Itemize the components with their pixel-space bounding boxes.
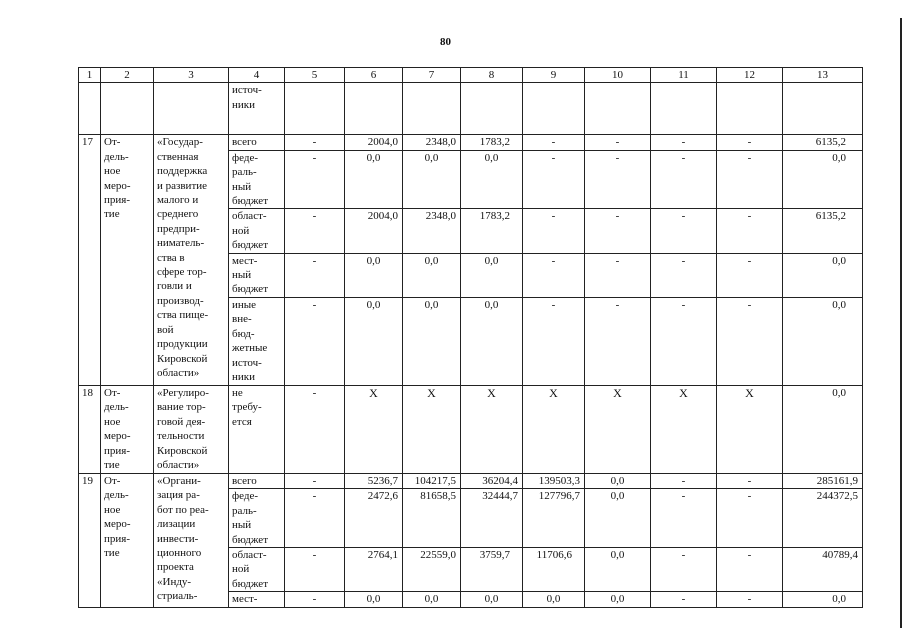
value-cell: 139503,3 <box>523 473 585 488</box>
value-cell: - <box>285 547 345 591</box>
scan-edge-line <box>900 18 902 628</box>
value-cell: - <box>651 547 717 591</box>
table-row <box>79 135 863 150</box>
measure-name: «Регулиро- вание тор- говой дея- тельности Кировской области» <box>154 385 229 473</box>
col-header: 13 <box>783 68 863 83</box>
value-cell: Х <box>585 385 651 473</box>
value-cell: 0,0 <box>783 150 863 209</box>
value-cell: 1783,2 <box>461 135 523 150</box>
value-cell: 0,0 <box>345 253 403 297</box>
table-cell <box>461 83 523 135</box>
value-cell: - <box>285 150 345 209</box>
table-cell <box>79 83 101 135</box>
table-cell <box>154 83 229 135</box>
col-header: 8 <box>461 68 523 83</box>
value-cell: - <box>285 385 345 473</box>
value-cell: - <box>717 253 783 297</box>
value-cell: 2764,1 <box>345 547 403 591</box>
value-cell: 81658,5 <box>403 489 461 548</box>
source-cell: мест- <box>229 592 285 607</box>
value-cell: 3759,7 <box>461 547 523 591</box>
value-cell: - <box>523 135 585 150</box>
value-cell: - <box>285 297 345 385</box>
value-cell: 0,0 <box>783 297 863 385</box>
value-cell: - <box>523 209 585 253</box>
measure-type: От- дель- ное меро- прия- тие <box>101 385 154 473</box>
table-cell <box>783 83 863 135</box>
table-cell <box>651 83 717 135</box>
value-cell: - <box>585 209 651 253</box>
value-cell: - <box>651 150 717 209</box>
measure-type: От- дель- ное меро- прия- тие <box>101 473 154 607</box>
value-cell: 0,0 <box>523 592 585 607</box>
value-cell: 2472,6 <box>345 489 403 548</box>
value-cell: 0,0 <box>585 489 651 548</box>
value-cell: 1783,2 <box>461 209 523 253</box>
value-cell: - <box>717 473 783 488</box>
col-header: 10 <box>585 68 651 83</box>
source-cell: феде- раль- ный бюджет <box>229 150 285 209</box>
value-cell: - <box>717 489 783 548</box>
value-cell: 0,0 <box>403 150 461 209</box>
col-header: 5 <box>285 68 345 83</box>
table-cell <box>345 83 403 135</box>
source-cell: всего <box>229 135 285 150</box>
value-cell: - <box>285 135 345 150</box>
table-row <box>79 473 863 488</box>
value-cell: - <box>717 135 783 150</box>
value-cell: - <box>523 297 585 385</box>
value-cell: - <box>585 135 651 150</box>
table-cell <box>285 83 345 135</box>
value-cell: 22559,0 <box>403 547 461 591</box>
source-cell: источ- ники <box>229 83 285 135</box>
value-cell: 32444,7 <box>461 489 523 548</box>
value-cell: - <box>523 150 585 209</box>
value-cell: Х <box>461 385 523 473</box>
value-cell: 36204,4 <box>461 473 523 488</box>
value-cell: 0,0 <box>585 473 651 488</box>
value-cell: - <box>285 253 345 297</box>
value-cell: 0,0 <box>783 385 863 473</box>
value-cell: - <box>651 592 717 607</box>
source-cell: област- ной бюджет <box>229 547 285 591</box>
value-cell: 0,0 <box>461 150 523 209</box>
col-header: 9 <box>523 68 585 83</box>
col-header: 4 <box>229 68 285 83</box>
col-header: 3 <box>154 68 229 83</box>
source-cell: мест- ный бюджет <box>229 253 285 297</box>
value-cell: 244372,5 <box>783 489 863 548</box>
value-cell: - <box>285 489 345 548</box>
value-cell: - <box>717 150 783 209</box>
value-cell: 0,0 <box>783 592 863 607</box>
row-number: 17 <box>79 135 101 385</box>
value-cell: 6135,2 <box>783 209 863 253</box>
value-cell: - <box>651 209 717 253</box>
col-header: 11 <box>651 68 717 83</box>
table-cell <box>523 83 585 135</box>
value-cell: 0,0 <box>783 253 863 297</box>
value-cell: - <box>651 473 717 488</box>
value-cell: Х <box>403 385 461 473</box>
value-cell: 2348,0 <box>403 209 461 253</box>
value-cell: 11706,6 <box>523 547 585 591</box>
value-cell: 0,0 <box>461 253 523 297</box>
value-cell: - <box>523 253 585 297</box>
measure-name: «Государ- ственная поддержка и развитие малого и среднего предпри- ниматель- ства в сфере тор- говли и производ- ства пище- вой продукции Кировской области» <box>154 135 229 385</box>
row-number: 19 <box>79 473 101 607</box>
column-number-row <box>79 68 863 83</box>
value-cell: 2348,0 <box>403 135 461 150</box>
value-cell: 0,0 <box>585 547 651 591</box>
value-cell: - <box>651 489 717 548</box>
value-cell: 0,0 <box>345 592 403 607</box>
table-cell <box>403 83 461 135</box>
measure-type: От- дель- ное меро- прия- тие <box>101 135 154 385</box>
value-cell: 127796,7 <box>523 489 585 548</box>
page-number: 80 <box>440 36 451 48</box>
value-cell: - <box>585 297 651 385</box>
value-cell: - <box>285 209 345 253</box>
value-cell: - <box>717 297 783 385</box>
value-cell: 0,0 <box>403 592 461 607</box>
value-cell: - <box>717 547 783 591</box>
value-cell: 104217,5 <box>403 473 461 488</box>
col-header: 2 <box>101 68 154 83</box>
value-cell: Х <box>523 385 585 473</box>
value-cell: - <box>651 253 717 297</box>
funding-table <box>78 67 863 608</box>
value-cell: 2004,0 <box>345 135 403 150</box>
value-cell: 2004,0 <box>345 209 403 253</box>
value-cell: 285161,9 <box>783 473 863 488</box>
value-cell: 0,0 <box>461 297 523 385</box>
value-cell: Х <box>651 385 717 473</box>
value-cell: - <box>651 297 717 385</box>
value-cell: - <box>585 150 651 209</box>
value-cell: 0,0 <box>345 297 403 385</box>
value-cell: 0,0 <box>345 150 403 209</box>
value-cell: 5236,7 <box>345 473 403 488</box>
source-cell: не требу- ется <box>229 385 285 473</box>
value-cell: 0,0 <box>585 592 651 607</box>
value-cell: - <box>285 592 345 607</box>
value-cell: - <box>285 473 345 488</box>
value-cell: - <box>651 135 717 150</box>
table-row <box>79 385 863 473</box>
source-cell: феде- раль- ный бюджет <box>229 489 285 548</box>
value-cell: - <box>717 209 783 253</box>
value-cell: 6135,2 <box>783 135 863 150</box>
table-cell <box>585 83 651 135</box>
value-cell: Х <box>345 385 403 473</box>
row-number: 18 <box>79 385 101 473</box>
value-cell: 0,0 <box>461 592 523 607</box>
measure-name: «Органи- зация ра- бот по реа- лизации инвести- ционного проекта «Инду- стриаль- <box>154 473 229 607</box>
value-cell: 0,0 <box>403 297 461 385</box>
value-cell: 40789,4 <box>783 547 863 591</box>
col-header: 1 <box>79 68 101 83</box>
continuation-row <box>79 83 863 135</box>
source-cell: иные вне- бюд- жетные источ- ники <box>229 297 285 385</box>
col-header: 12 <box>717 68 783 83</box>
table-cell <box>717 83 783 135</box>
col-header: 7 <box>403 68 461 83</box>
table-cell <box>101 83 154 135</box>
value-cell: 0,0 <box>403 253 461 297</box>
value-cell: Х <box>717 385 783 473</box>
col-header: 6 <box>345 68 403 83</box>
source-cell: всего <box>229 473 285 488</box>
value-cell: - <box>585 253 651 297</box>
value-cell: - <box>717 592 783 607</box>
source-cell: област- ной бюджет <box>229 209 285 253</box>
